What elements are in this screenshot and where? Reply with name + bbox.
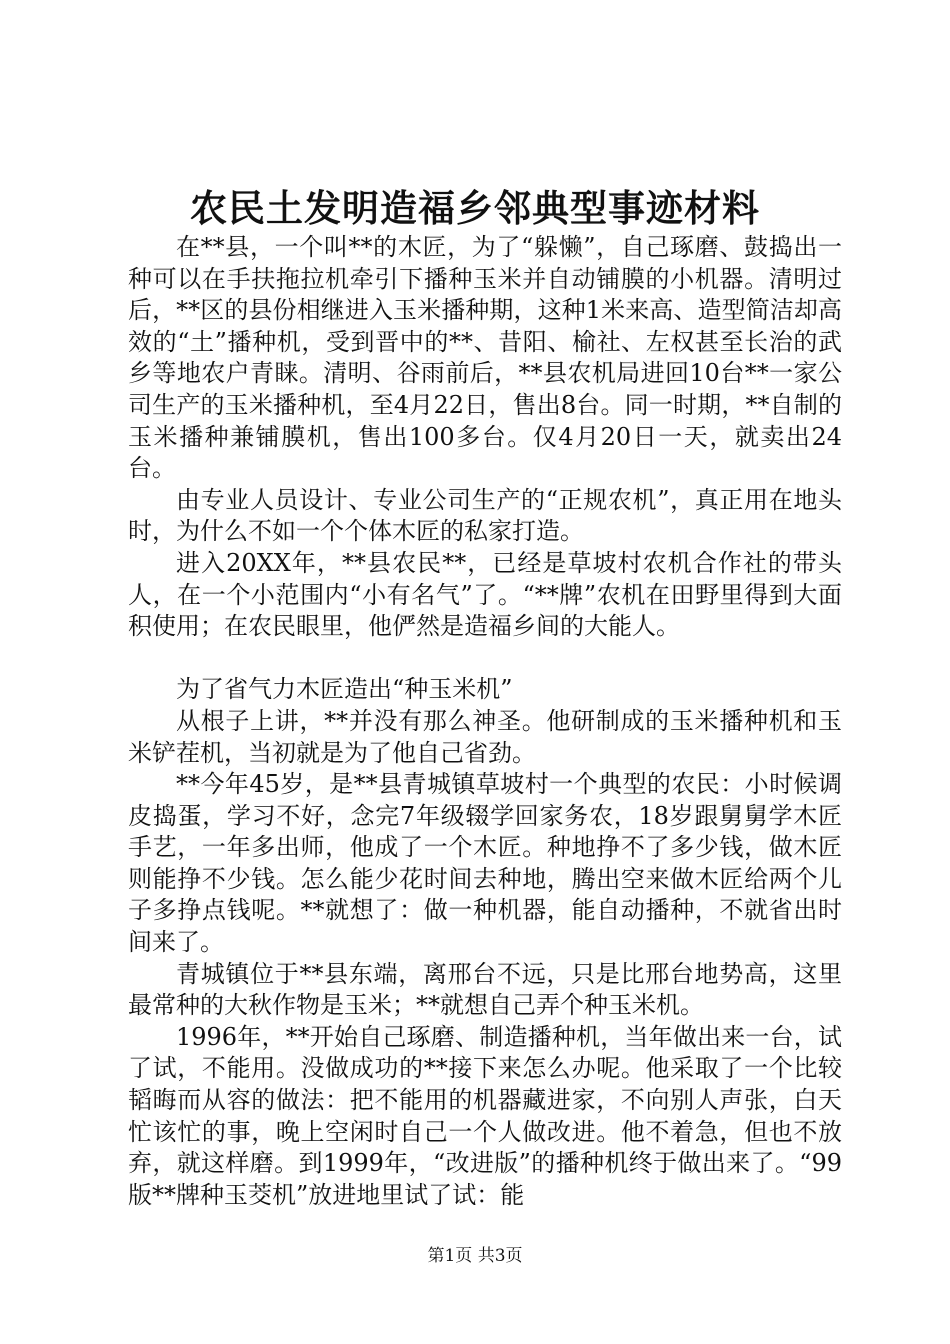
section-heading: 为了省气力木匠造出“种玉米机”	[176, 675, 513, 704]
paragraph: 在**县，一个叫**的木匠，为了“躲懒”，自己琢磨、鼓捣出一种可以在手扶拖拉机牵引下播种玉米并自动铺膜的小机器。清明过后，**区的县份相继进入玉米播种期，这种1米来高、造型简洁却高效的“土”播种机，受到晋中的**、昔阳、榆社、左权甚至长治的武乡等地农户青睐。清明、谷雨前后，**县农机局进回10台**一家公司生产的玉米播种机，至4月22日，售出8台。同一时期，**自制的玉米播种兼铺膜机，售出100多台。仅4月20日一天，就卖出24台。	[128, 233, 842, 483]
document-body	[128, 232, 842, 1211]
paragraph: **今年45岁，是**县青城镇草坡村一个典型的农民：小时候调皮捣蛋，学习不好，念完7年级辍学回家务农，18岁跟舅舅学木匠手艺，一年多出师，他成了一个木匠。种地挣不了多少钱，做木匠则能挣不少钱。怎么能少花时间去种地，腾出空来做木匠给两个儿子多挣点钱呢。**就想了：做一种机器，能自动播种，不就省出时间来了。	[128, 770, 842, 957]
paragraph: 从根子上讲，**并没有那么神圣。他研制成的玉米播种机和玉米铲茬机，当初就是为了他自己省劲。	[128, 706, 842, 767]
paragraph: 由专业人员设计、专业公司生产的“正规农机”，真正用在地头时，为什么不如一个个体木匠的私家打造。	[128, 485, 842, 546]
paragraph: 1996年，**开始自己琢磨、制造播种机，当年做出来一台，试了试，不能用。没做成功的**接下来怎么办呢。他采取了一个比较韬晦而从容的做法：把不能用的机器藏进家，不向别人声张，白天忙该忙的事，晚上空闲时自己一个人做改进。他不着急，但也不放弃，就这样磨。到1999年，“改进版”的播种机终于做出来了。“99版**牌种玉茭机”放进地里试了试：能	[128, 1022, 842, 1209]
document-title: 农民土发明造福乡邻典型事迹材料	[190, 186, 760, 230]
paragraph: 青城镇位于**县东端，离邢台不远，只是比邢台地势高，这里最常种的大秋作物是玉米；**就想自己弄个种玉米机。	[128, 959, 842, 1020]
page-number-footer: 第1页 共3页	[427, 1246, 523, 1266]
paragraph: 进入20XX年，**县农民**，已经是草坡村农机合作社的带头人，在一个小范围内“小有名气”了。“**牌”农机在田野里得到大面积使用；在农民眼里，他俨然是造福乡间的大能人。	[128, 548, 842, 641]
